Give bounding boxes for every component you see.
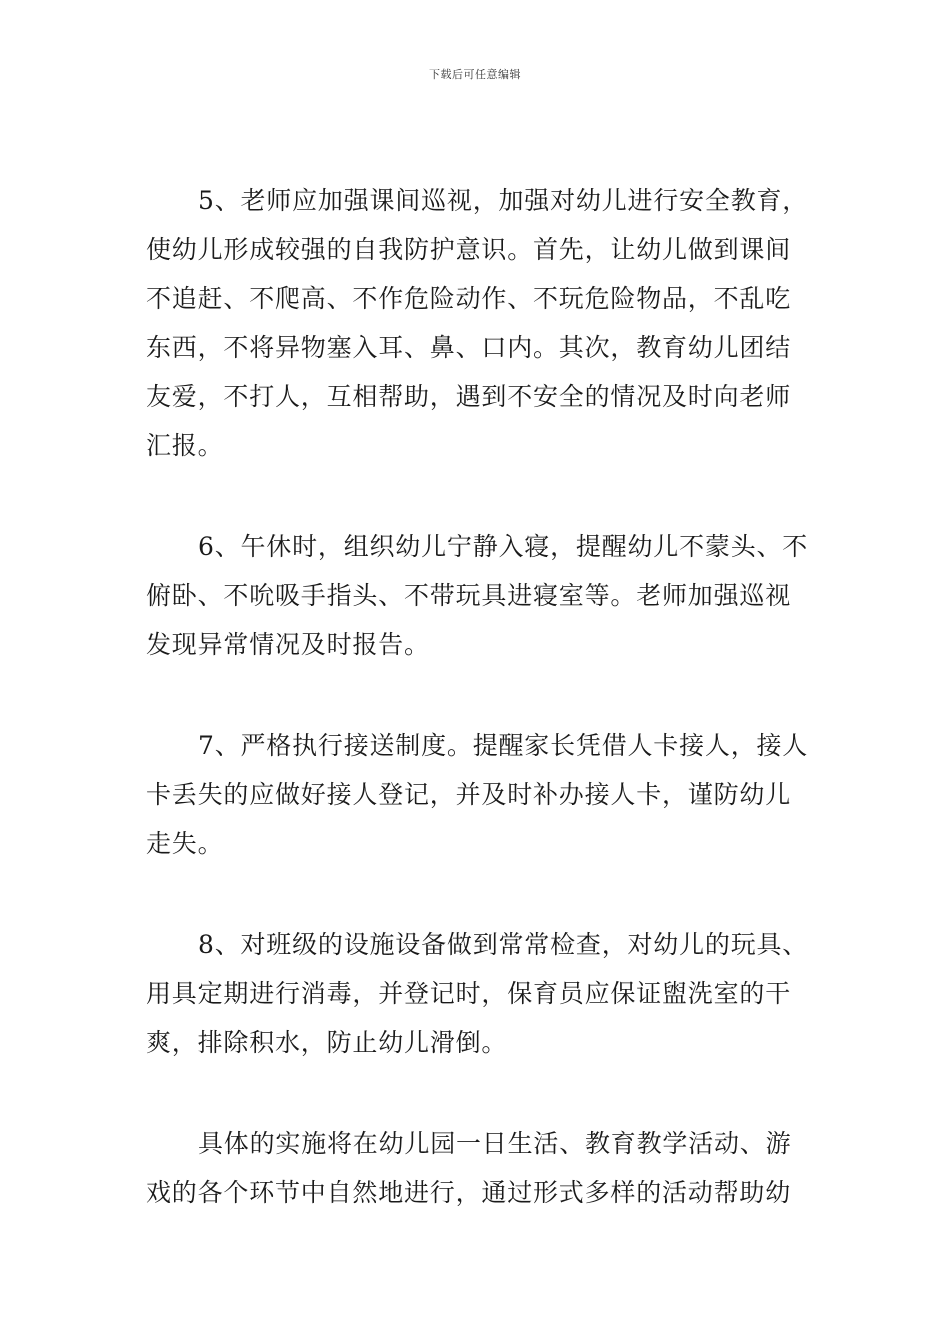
paragraph-line: 5、老师应加强课间巡视，加强对幼儿进行安全教育， [198, 186, 809, 215]
paragraph-line: 汇报。 [146, 431, 224, 460]
paragraph-line: 爽，排除积水，防止幼儿滑倒。 [146, 1028, 508, 1057]
paragraph-line: 7、严格执行接送制度。提醒家长凭借人卡接人，接人 [198, 731, 809, 760]
document-body [146, 176, 809, 1269]
paragraph-line: 使幼儿形成较强的自我防护意识。首先，让幼儿做到课间 [146, 235, 792, 264]
paragraph-line: 卡丢失的应做好接人登记，并及时补办接人卡，谨防幼儿 [146, 780, 792, 809]
page-header: 下载后可任意编辑 [429, 68, 521, 81]
paragraph-line: 戏的各个环节中自然地进行，通过形式多样的活动帮助幼 [146, 1178, 792, 1207]
paragraph-line: 友爱，不打人，互相帮助，遇到不安全的情况及时向老师 [146, 382, 792, 411]
paragraph-line: 发现异常情况及时报告。 [146, 630, 430, 659]
paragraph-implementation [146, 1119, 806, 1217]
paragraph-item-8 [146, 920, 809, 1067]
paragraph-line: 不追赶、不爬高、不作危险动作、不玩危险物品，不乱吃 [146, 284, 792, 313]
paragraph-line: 东西，不将异物塞入耳、鼻、口内。其次，教育幼儿团结 [146, 333, 792, 362]
paragraph-line: 俯卧、不吮吸手指头、不带玩具进寝室等。老师加强巡视 [146, 581, 792, 610]
paragraph-line: 6、午休时，组织幼儿宁静入寝，提醒幼儿不蒙头、不 [198, 532, 809, 561]
paragraph-item-5 [146, 176, 809, 470]
paragraph-line: 具体的实施将在幼儿园一日生活、教育教学活动、游 [198, 1129, 792, 1158]
paragraph-line: 走失。 [146, 829, 224, 858]
paragraph-line: 8、对班级的设施设备做到常常检查，对幼儿的玩具、 [198, 930, 809, 959]
paragraph-item-6 [146, 522, 809, 669]
paragraph-line: 用具定期进行消毒，并登记时，保育员应保证盥洗室的干 [146, 979, 792, 1008]
paragraph-item-7 [146, 721, 809, 868]
